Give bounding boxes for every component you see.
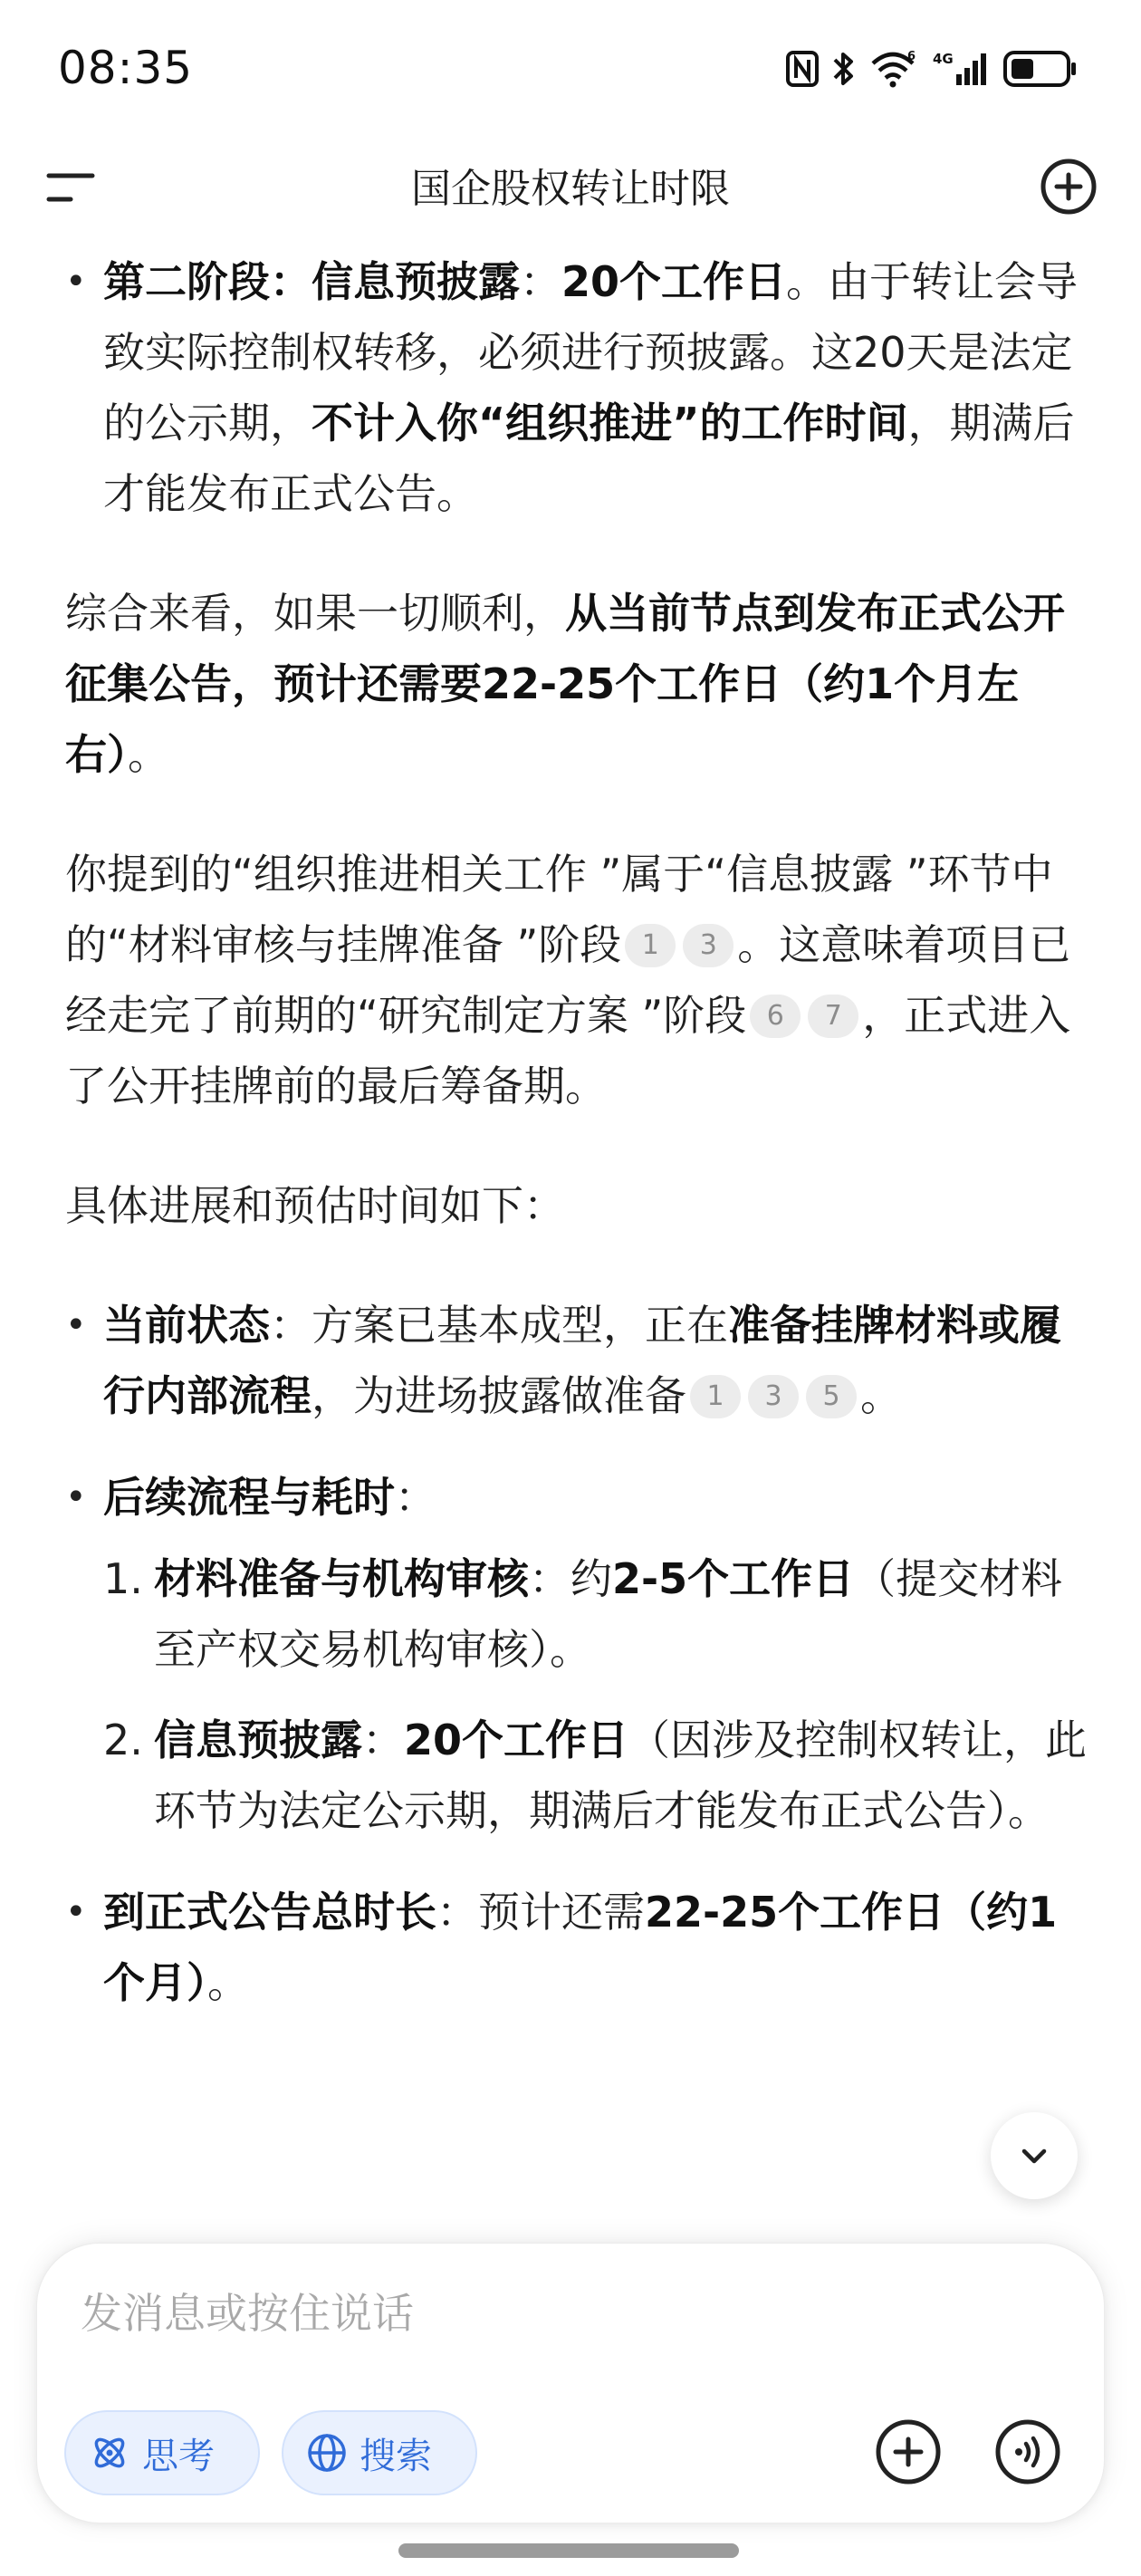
think-label: 思考: [142, 2435, 215, 2477]
citation-badge[interactable]: 6: [750, 995, 801, 1038]
bold-text: 20个工作日: [404, 1716, 629, 1764]
text: ，为进场披露做准备: [312, 1371, 686, 1420]
bold-text: 材料准备与机构审核: [154, 1554, 529, 1603]
status-icons: [786, 47, 1078, 91]
list-item: [65, 1462, 1088, 1533]
text: （因涉及控制权转让，此环节为法定公示期，期满后才能发布正式公告）。: [154, 1716, 1088, 1835]
text: 。: [860, 1371, 902, 1420]
text: 。: [128, 730, 169, 779]
paragraph: [65, 839, 1088, 1121]
plus-circle-icon: [874, 2417, 943, 2486]
message-composer: [36, 2243, 1105, 2523]
message-input[interactable]: [81, 2282, 1059, 2345]
bold-text: 准备挂牌材料或履行内部流程: [103, 1301, 1061, 1420]
bold-text: 从当前节点到发布正式公开征集公告，预计还需要22-25个工作日（约1个月左右）: [65, 589, 1065, 779]
page-title: 国企股权转让时限: [411, 166, 730, 212]
chat-response: [65, 246, 1088, 2049]
list-item: [65, 1877, 1088, 2018]
wifi-6-icon: [869, 49, 920, 89]
citation-badge[interactable]: 3: [748, 1375, 799, 1418]
text: ：约: [529, 1554, 612, 1603]
text: 你提到的“组织推进相关工作 ”属于“信息披露 ”环节中的“材料审核与挂牌准备 ”阶段: [65, 850, 1053, 969]
citation-badge[interactable]: 5: [806, 1375, 857, 1418]
numbered-item: [103, 1705, 1088, 1846]
numbered-item: [103, 1543, 1088, 1685]
numbered-list: [103, 1543, 1088, 1846]
bold-text: 当前状态: [103, 1301, 270, 1350]
search-toggle-button[interactable]: [282, 2410, 477, 2495]
bold-text: 不计入你“组织推进”的工作时间: [312, 399, 908, 447]
bluetooth-icon: [831, 49, 857, 89]
text: 。: [207, 1958, 249, 2007]
bold-text: 2-5个工作日: [612, 1554, 855, 1603]
item-number: 1.: [103, 1554, 143, 1603]
new-chat-button[interactable]: [1038, 156, 1099, 217]
paragraph: [65, 578, 1088, 790]
chevron-down-icon: [1016, 2138, 1052, 2174]
text: 。由于转让会导致实际控制权转移，必须进行预披露。这20天是法定的公示期，: [103, 257, 1079, 447]
text: ：预计还需: [436, 1888, 645, 1937]
home-indicator[interactable]: [398, 2543, 739, 2558]
bold-text: 第二阶段：信息预披露: [103, 257, 520, 306]
bold-text: 到正式公告总时长: [103, 1888, 436, 1937]
citation-badge[interactable]: 1: [625, 924, 676, 967]
text: 综合来看，如果一切顺利，: [65, 589, 565, 638]
bold-text: 20个工作日: [561, 257, 787, 306]
search-label: 搜索: [360, 2435, 432, 2477]
voice-wave-icon: [993, 2417, 1062, 2486]
app-header: [0, 136, 1141, 235]
text: ：: [395, 1473, 436, 1522]
scroll-to-bottom-button[interactable]: [991, 2112, 1078, 2199]
citation-badge[interactable]: 3: [683, 924, 734, 967]
citation-badge[interactable]: 1: [690, 1375, 741, 1418]
paragraph: 具体进展和预估时间如下：: [65, 1181, 565, 1230]
text: 。这意味着项目已经走完了前期的“研究制定方案 ”阶段: [65, 920, 1071, 1040]
status-bar: [0, 0, 1141, 136]
text: ：方案已基本成型，正在: [270, 1301, 728, 1350]
list-item: [65, 246, 1088, 529]
network-label: 4G: [933, 51, 954, 67]
wifi-badge: 6: [907, 50, 916, 63]
status-time: 08:35: [58, 42, 194, 94]
text: ：: [520, 257, 561, 306]
citation-badge[interactable]: 7: [808, 995, 858, 1038]
globe-icon: [305, 2431, 349, 2475]
think-toggle-button[interactable]: [64, 2410, 260, 2495]
item-number: 2.: [103, 1716, 143, 1764]
4g-signal-icon: [933, 49, 991, 89]
nfc-icon: [786, 51, 819, 87]
text: ：: [362, 1716, 404, 1764]
voice-call-button[interactable]: [992, 2416, 1064, 2488]
text: （提交材料至产权交易机构审核）。: [154, 1554, 1063, 1674]
text: ，正式进入了公开挂牌前的最后筹备期。: [65, 991, 1071, 1110]
text: ，期满后才能发布正式公告。: [103, 399, 1075, 518]
plus-circle-icon: [1038, 156, 1099, 217]
attach-button[interactable]: [872, 2416, 944, 2488]
bold-text: 信息预披露: [154, 1716, 362, 1764]
list-item: [65, 1290, 1088, 1431]
bold-text: 22-25个工作日（约1个月）: [103, 1888, 1058, 2007]
atom-icon: [88, 2431, 131, 2475]
battery-icon: [1003, 49, 1078, 89]
bold-text: 后续流程与耗时: [103, 1473, 395, 1522]
